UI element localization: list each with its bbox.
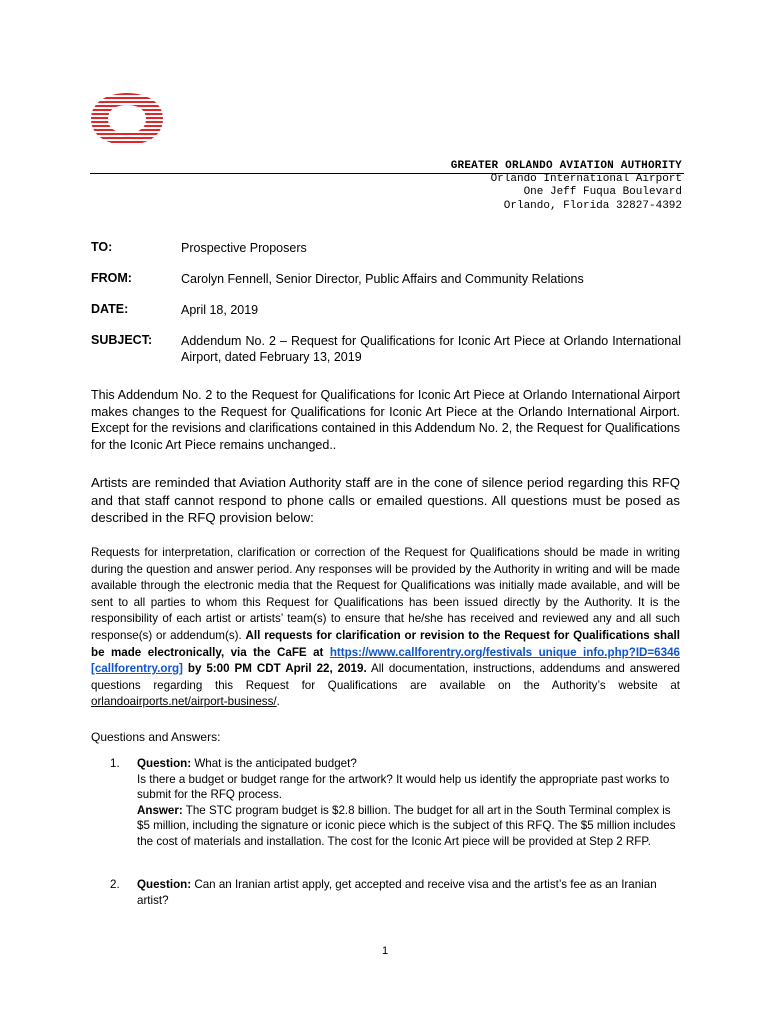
from-label: FROM: (91, 271, 132, 285)
rfq-provision-paragraph (91, 545, 680, 711)
subject-value: Addendum No. 2 – Request for Qualifications for Iconic Art Piece at Orlando International Airport, dated February 13, 2019 (181, 334, 681, 364)
qa-1-detail: Is there a budget or budget range for the artwork? It would help us identify the appropriate past works to submit for the RFQ process. (137, 772, 670, 801)
date-value: April 18, 2019 (181, 303, 259, 317)
provision-bold-a: All requests for clarification or revision to the Request for Qualifications shall be made electronically, via the CaFE at (91, 628, 680, 659)
qa-1-number: 1. (110, 757, 120, 770)
qa-2-question-label: Question: (137, 878, 192, 891)
memo-to-row (91, 240, 681, 256)
qa-item-1 (110, 756, 682, 849)
qa-1-body (137, 756, 682, 849)
org-name: GREATER ORLANDO AVIATION AUTHORITY (450, 160, 682, 172)
qa-1-answer-label: Answer: (137, 803, 183, 817)
address-line-3: Orlando, Florida 32827-4392 (503, 199, 682, 212)
provision-text-b: All documentation, instructions, addendums and answered questions regarding this Request for Qualifications are available on the Authority’s website at (91, 662, 680, 692)
provision-end: . (276, 695, 280, 709)
memo-header (91, 240, 681, 380)
goaa-logo (90, 92, 164, 146)
to-value: Prospective Proposers (181, 241, 307, 255)
address-line-2: One Jeff Fuqua Boulevard (523, 186, 682, 199)
qa-1-question-label: Question: (137, 757, 192, 770)
qa-2-body (137, 877, 682, 908)
qa-1-answer: The STC program budget is $2.8 billion. The budget for all art in the South Terminal complex is $5 million, including the signature or iconic piece which is the subject of this RFQ. The $5 million includes the cost of materials and installation. The cost for the Iconic Art piece will be provided at Step 2 RFP. (137, 803, 676, 848)
to-label: TO: (91, 240, 113, 254)
memo-from-row (91, 271, 681, 287)
from-value: Carolyn Fennell, Senior Director, Public Affairs and Community Relations (181, 272, 584, 286)
address-line-1: Orlando International Airport (490, 173, 682, 186)
provision-text-a: Requests for interpretation, clarification or correction of the Request for Qualifications should be made in writing during the question and answer period. Any responses will be provided by the Authority in writing and will be made available through the electronic media that the Request for Qualifications was initially made available, and will be sent to all parties to whom this Request for Qualifications has been issued directly by the Authority. It is the responsibility of each artist or artists’ team(s) to ensure that he/she has received and reviewed any and all such response(s) or addendum(s). (91, 546, 680, 642)
qa-1-question: What is the anticipated budget? (194, 757, 357, 770)
qa-item-2 (110, 877, 682, 908)
cafe-link[interactable]: https://www.callforentry.org/festivals_unique_info.php?ID=6346 [callforentry.org] (91, 645, 680, 676)
memo-date-row (91, 302, 681, 318)
qa-2-number: 2. (110, 878, 120, 891)
cone-of-silence-paragraph: Artists are reminded that Aviation Authority staff are in the cone of silence period regarding this RFQ and that staff cannot respond to phone calls or emailed questions. All questions must be posed as described in the RFQ provision below: (91, 475, 680, 526)
addendum-intro-paragraph: This Addendum No. 2 to the Request for Qualifications for Iconic Art Piece at Orlando International Airport makes changes to the Request for Qualifications for Iconic Art Piece at the Orlando International Airport. Except for the revisions and clarifications contained in this Addendum No. 2, the Request for Qualifications for the Iconic Art Piece remains unchanged.. (91, 388, 680, 453)
date-label: DATE: (91, 302, 129, 316)
questions-heading: Questions and Answers: (91, 730, 221, 744)
letterhead-address (451, 160, 682, 213)
qa-2-question: Can an Iranian artist apply, get accepted and receive visa and the artist’s fee as an Iranian artist? (137, 878, 657, 907)
memo-subject-row (91, 333, 681, 365)
airport-business-link[interactable]: orlandoairports.net/airport-business/ (91, 695, 277, 709)
subject-label: SUBJECT: (91, 333, 153, 347)
page-number: 1 (381, 945, 389, 957)
provision-deadline: by 5:00 PM CDT April 22, 2019. (187, 662, 367, 676)
